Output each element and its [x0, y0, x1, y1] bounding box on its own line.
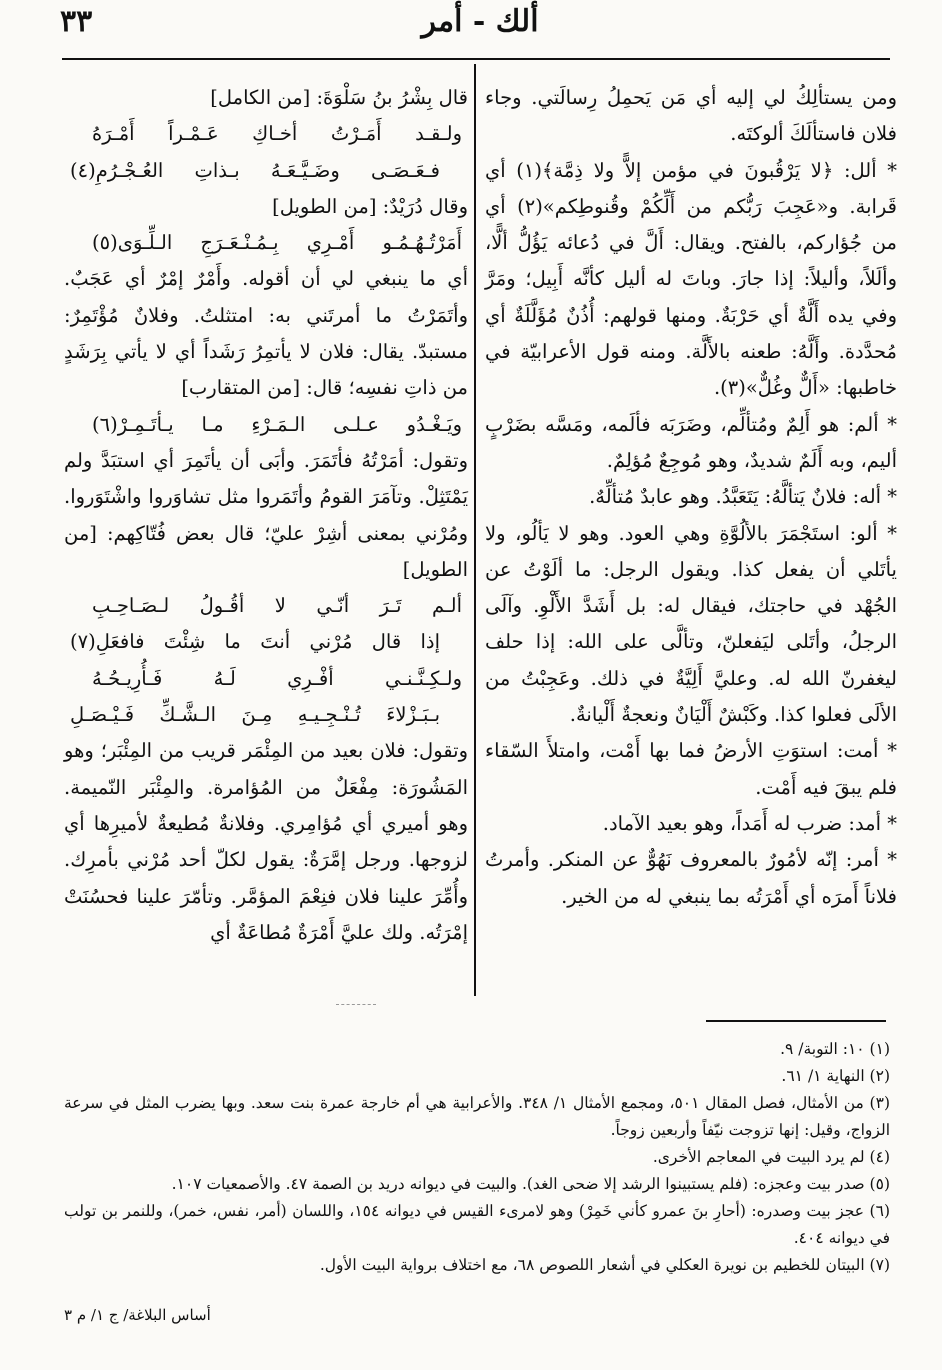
- verse-line: إذا قال مُرْني أنتَ ما شِئْتَ فافعَلِ(٧): [70, 630, 440, 654]
- entry-alam: * ألم: هو أَلِمٌ ومُتألِّم، وضَرَبَه فألَمه، ومَسَّه بضَرْبٍ أليم، وبه أَلَمٌ شديدٌ، وهو مُوجِعٌ مُؤلِمٌ.: [485, 412, 897, 472]
- header-rule: [62, 58, 890, 60]
- footnote-rule: [706, 1020, 886, 1022]
- footnote: (٤) لم يرد البيت في المعاجم الأخرى.: [652, 1148, 890, 1166]
- verse-line: بـبَـزْلاءَ تُـنْـجِـيـهِ مِـنَ الـشَّـكِّ فَـيْـصَـلِ: [70, 703, 440, 727]
- column-divider: [474, 64, 476, 996]
- signature-mark: أساس البلاغة/ ج ١/ م ٣: [64, 1306, 211, 1324]
- footnote: (٦) عجز بيت وصدره: (أحارِ بنَ عمرو كأني خَمِرْ) وهو لامرىء القيس في ديوانه ١٥٤، واللسان (أمر، نفس، خمر)، وللنمر بن تولب في ديوانه ٤٠٤.: [64, 1202, 890, 1247]
- footnote: (٣) من الأمثال، فصل المقال ٥٠١، ومجمع الأمثال ١/ ٣٤٨. والأعرابية هي أم خارجة عمرة بنت سعد. وبها يضرب المثل في سرعة الزواج، وقيل: إنها تزوجت نيّفاً وأربعين زوجاً.: [64, 1094, 890, 1139]
- verse-line: أَمَرْتُـهُـمُـو أَمْـرِي بِـمُـنْـعَـرَجِ الـلِّـوَى(٥): [92, 231, 462, 255]
- footnote: (١) ١٠: التوبة/ ٩.: [780, 1040, 890, 1058]
- verse-intro: قال بِشْرُ بنُ سَلْوَةَ: [من الكامل]: [210, 86, 468, 109]
- footnote: (٢) النهاية ١/ ٦١.: [781, 1067, 890, 1085]
- verse-line: ألـم تَـرَ أنّـي لا أقُـولُ لـصَـاحِـبِ: [92, 594, 462, 618]
- paragraph: وتقول: أمَرْتُهُ فأتَمَرَ. وأبَى أن يأتَمِرَ أي استبَدَّ ولم يَمْتَثِلْ. وتآمَرَ القومُ وأتَمَروا مثل تشاوَروا واشْتَوَروا. ومُرْني بمعنى أشِرْ عليّ؛ قال بعض فُتّاكِهم: [من الطويل]: [64, 448, 468, 581]
- entry-amr: * أمر: إنّه لأمُورٌ بالمعروف نَهُوٌّ عن المنكر. وأمرتُ فلاناً أَمرَه أي أَمْرَتُه بما ينبغي له من الخير.: [485, 848, 897, 908]
- verse-intro: وقال دُرَيْدٌ: [من الطويل]: [272, 194, 468, 218]
- paragraph: وتقول: فلان بعيد من المِئْمَر قريب من المِئْبَر؛ وهو المَشُورَة: مِفْعَلٌ من المُؤامرة. والمِئْبَر النّميمة. وهو أميري أي مُؤامِري. وفلانةٌ مُطيعةٌ لأميرِها أي لزوجها. ورجل إمَّرَةٌ: يقول لكلّ أحد مُرْني بأمرِك. وأُمِّرَ علينا فلان فنِعْمَ المؤمَّر. وتأمّرَ علينا فحسُنَتْ إمْرَتُه. ولك عليَّ أَمْرَةٌ مُطاعَةٌ أي: [64, 739, 468, 944]
- page-header: [0, 0, 942, 58]
- entry-alah: * أله: فلانٌ يَتألَّهُ: يَتَعَبَّدُ. وهو عابدٌ مُتألِّهٌ.: [589, 485, 897, 509]
- entry-amd: * أمد: ضرب له أَمَداً، وهو بعيد الآماد.: [602, 811, 897, 835]
- page-number: ٣٣: [60, 4, 93, 39]
- footnotes: [64, 1036, 890, 1279]
- verse-line: ولـقـد أَمَـرْتُ أخـاكِ عَـمْـراً أَمْـرَهُ: [92, 122, 462, 146]
- verse-line: ويَـغْـدُو عـلـى الـمَـرْءِ مـا يـأتَـمِـرْ(٦): [92, 412, 462, 436]
- verse-line: ولـكِـنَّـنـي أفْـرِي لَـهُ فَـأُرِيـحُـهُ: [92, 666, 462, 690]
- footnote: (٥) صدر بيت وعجزه: (فلم يستبينوا الرشد إلا ضحى الغد). والبيت في ديوانه دريد بن الصمة ٤٧. والأصمعيات ١٠٧.: [171, 1175, 890, 1193]
- paragraph: أي ما ينبغي لي أن أقوله. وأَمْرٌ إمْرٌ أي عَجَبٌ. وأتَمَرْتُ ما أمرتَني به: امتثلتُ. وفلانٌ مُؤْتَمِرٌ: مستبدّ. يقال: فلان لا يأتمِرُ رَشَداً أي لا يأتي بِرَشَدٍ من ذاتِ نفسِه؛ قال: [من المتقارب]: [64, 267, 468, 400]
- footnote: (٧) البيتان للخطيم بن نويرة العكلي في أشعار اللصوص ٦٨، مع اختلاف برواية البيت الأول.: [319, 1256, 890, 1274]
- entry-alw: * ألو: استَجْمَرَ بالألُوَّةِ وهي العود. وهو لا يَألُو، ولا يأتَلي أن يفعل كذا. ويقول الرجل: ما ألَوْتُ عن الجُهْد في حاجتك، فيقال له: بل أَشَدَّ الأَلْوِ. وآلَى الرجلُ، وأتَلى ليَفعلنّ، وتألَّى على الله: إذا حلف ليغفرنّ الله له. وعليَّ أَلِيَّةٌ في ذلك. وعَجِبْتُ من الألَى فعلوا كذا. وكَبْشٌ أَلْيَانٌ ونعجةٌ أَلْيانةٌ.: [485, 521, 897, 727]
- right-column: [485, 80, 897, 915]
- left-column: [64, 80, 468, 951]
- entry-amt: * أمت: استوَتِ الأرضُ فما بها أَمْت، وامتلأَ السّقاء فلم يبقَ فيه أَمْت.: [485, 739, 897, 799]
- verse-line: فـعَـصَـى وضَـيَّـعَـهُ بـذاتِ العُـجْـرُمِ(٤): [70, 158, 440, 182]
- entry-alal: * ألل: ﴿لا يَرْقُبونَ في مؤمن إلاًّ ولا ذِمَّة﴾(١) أي قَرابة. و«عَجِبَ رَبُّكم من أَلِّكُمْ وقُنوطِكم»(٢) أي من جُؤاركم، بالفتح. ويقال: أَلَّ في دُعائه يَؤُلُّ ألًّا، وألَلاً، وأليلاً: إذا جارَ. وباتَ له أليل كأنَّه أَبِيل؛ ومَرَّ وفي يده أَلَّةٌ أي حَرْبَةٌ. ومنها قولهم: أُذُنٌ مُؤَلَّلَةٌ أي مُحدَّدة. وأَلَّهُ: طعنه بالأَلَّة. ومنه قول الأعرابيّة في خاطبها: «أَلٌّ وغُلٌّ»(٣).: [485, 158, 897, 400]
- separator-mark: [336, 1004, 376, 1006]
- running-head: ألك - أمر: [421, 4, 539, 39]
- entry-continuation: ومن يستألِكُ لي إليه أي مَن يَحمِلُ رِسالَتي. وجاء فلان فاستألَكَ ألوكتَه.: [485, 86, 897, 146]
